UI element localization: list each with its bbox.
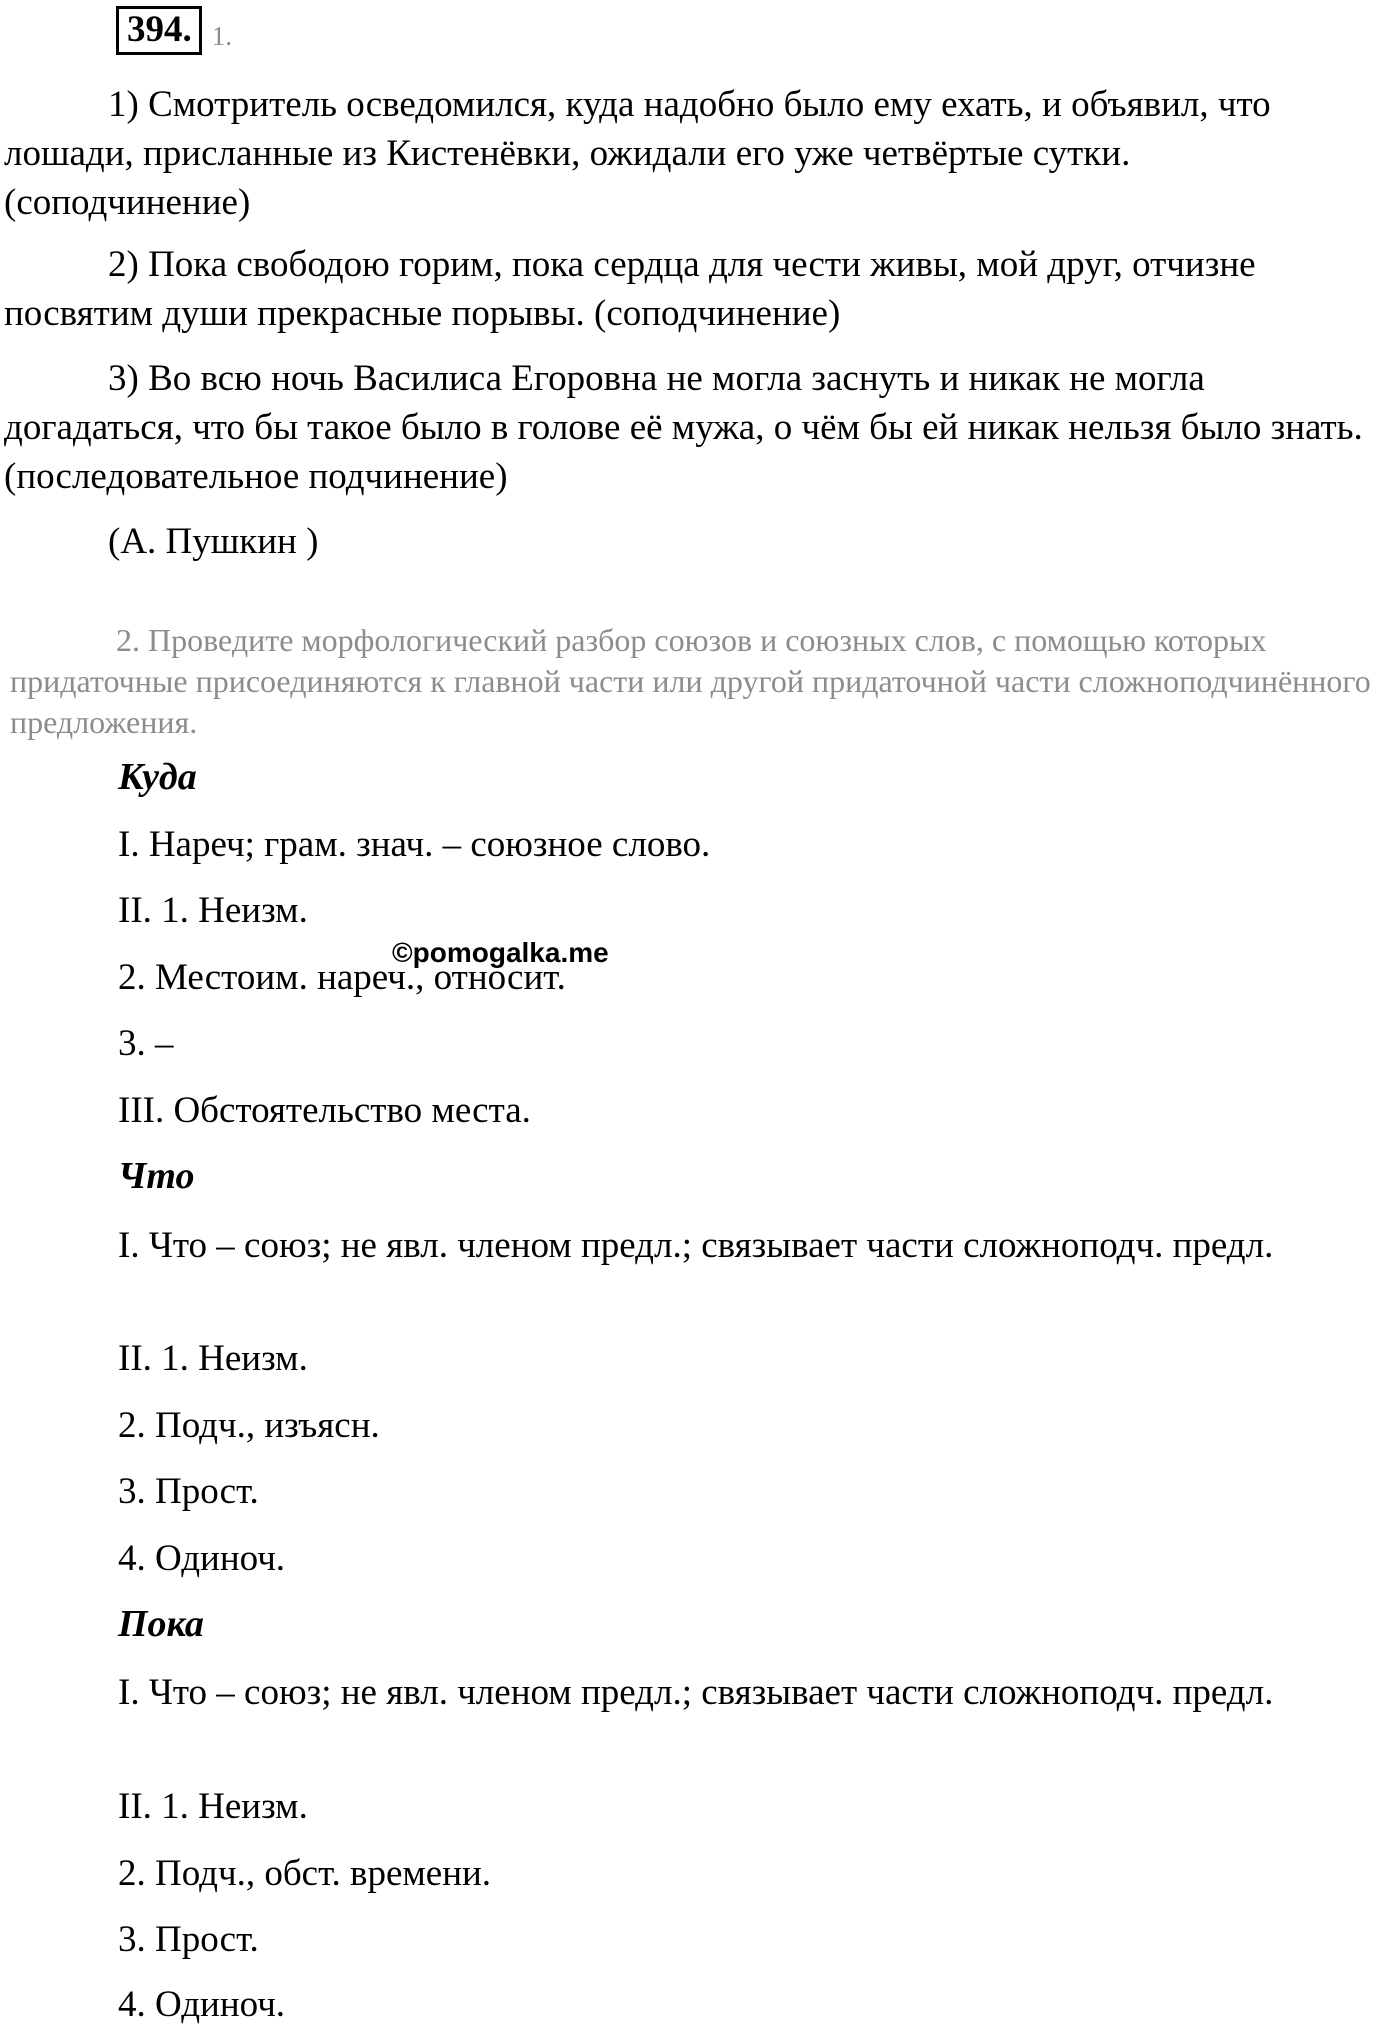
analysis-line: II. 1. Неизм.: [118, 1338, 308, 1379]
watermark: ©pomogalka.me: [392, 937, 609, 968]
analysis-heading-kuda: Куда: [118, 756, 197, 798]
analysis-line: 2. Подч., изъясн.: [118, 1405, 380, 1446]
analysis-line: 2. Подч., обст. времени.: [118, 1853, 492, 1894]
analysis-line: II. 1. Неизм.: [118, 1786, 308, 1827]
analysis-line: 4. Одиноч.: [118, 1538, 286, 1579]
analysis-heading-chto: Что: [118, 1155, 195, 1197]
analysis-heading-poka: Пока: [118, 1603, 204, 1645]
sentence-1: 1) Смотритель осведомился, куда надобно было ему ехать, и объявил, что лошади, присланные из Кистенёвки, ожидали его уже четвёртые сутки. (соподчинение): [4, 84, 1271, 223]
analysis-line: 2. Местоим. нареч., относит.: [118, 957, 566, 998]
task-2-instruction: 2. Проведите морфологический разбор союзов и союзных слов, с помощью которых придаточные присоединяются к главной части или другой придаточной части сложноподчинённого предложения.: [10, 622, 1371, 740]
subtask-number: 1.: [211, 21, 232, 51]
analysis-line: 3. Прост.: [118, 1919, 259, 1960]
analysis-line: III. Обстоятельство места.: [118, 1090, 531, 1131]
analysis-line: I. Нареч; грам. знач. – союзное слово.: [118, 824, 711, 865]
analysis-line: 3. Прост.: [118, 1471, 259, 1512]
analysis-line: I. Что – союз; не явл. членом предл.; связывает части сложноподч. предл.: [118, 1672, 1274, 1713]
sentence-2: 2) Пока свободою горим, пока сердца для чести живы, мой друг, отчизне посвятим души прекрасные порывы. (соподчинение): [4, 244, 1256, 334]
analysis-line: 3. –: [118, 1023, 174, 1064]
exercise-header: [116, 6, 232, 55]
analysis-line: II. 1. Неизм.: [118, 890, 308, 931]
analysis-line: I. Что – союз; не явл. членом предл.; связывает части сложноподч. предл.: [118, 1225, 1274, 1266]
task-number-box: 394.: [116, 6, 202, 55]
sentence-3: 3) Во всю ночь Василиса Егоровна не могла заснуть и никак не могла догадаться, что бы такое было в голове её мужа, о чём бы ей никак нельзя было знать. (последовательное подчинение): [4, 358, 1363, 497]
author-attribution: (А. Пушкин ): [108, 521, 319, 562]
analysis-line: 4. Одиноч.: [118, 1984, 286, 2025]
